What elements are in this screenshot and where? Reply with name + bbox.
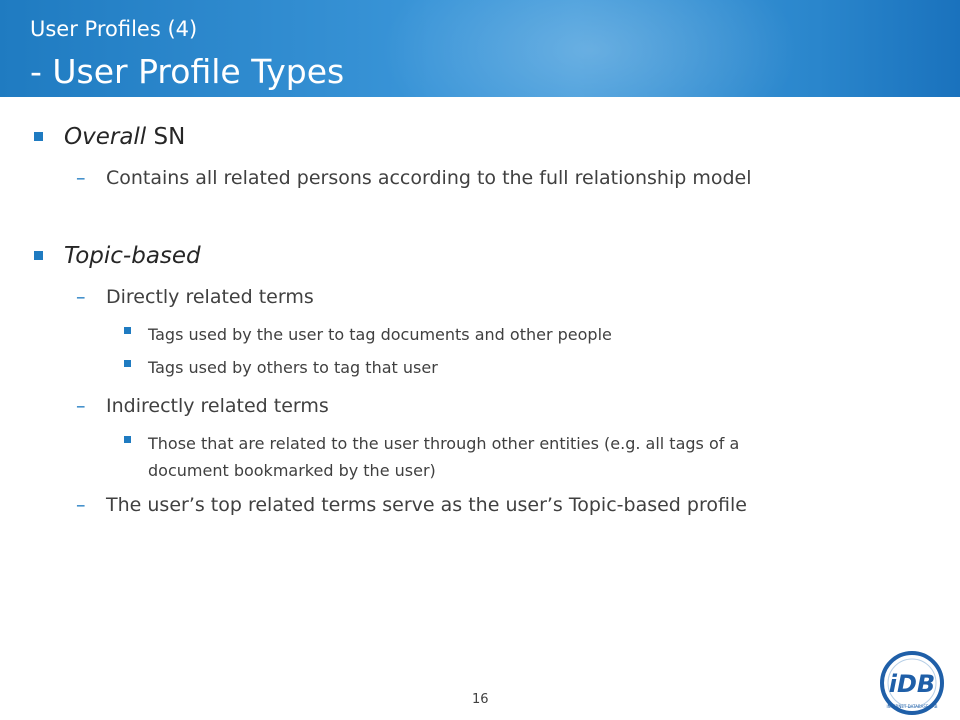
logo-subtext: INTERNET DATABASE LAB	[886, 704, 938, 709]
title-bar	[0, 0, 960, 97]
page-number: 16	[472, 692, 489, 707]
overall-italic: Overall	[64, 124, 147, 150]
square-bullet-icon	[124, 327, 131, 334]
square-bullet-icon	[124, 436, 131, 443]
indirect-a-line2: document bookmarked by the user)	[148, 461, 436, 480]
square-bullet-icon	[34, 132, 43, 141]
sub-sub-bullet-text: Tags used by the user to tag documents and other people	[148, 325, 612, 344]
sub-bullet-text: Directly related terms	[106, 286, 314, 308]
slide-title-line2: - User Profile Types	[30, 52, 345, 91]
idb-logo	[872, 650, 952, 716]
sub-bullet-text: Indirectly related terms	[106, 395, 329, 417]
sub-sub-bullet-text: Tags used by others to tag that user	[148, 358, 438, 377]
square-bullet-icon	[34, 251, 43, 260]
title-bar-glow	[380, 0, 800, 97]
square-bullet-icon	[124, 360, 131, 367]
indirect-a-line1: Those that are related to the user through other entities (e.g. all tags of a	[148, 434, 740, 453]
dash-bullet-icon: –	[76, 286, 86, 308]
bullet-overall-text	[64, 124, 185, 150]
sub-bullet-text: Contains all related persons according to the full relationship model	[106, 167, 752, 189]
sub-sub-bullet-text	[148, 430, 739, 484]
slide-title-line1: User Profiles (4)	[30, 17, 198, 41]
logo-text: iDB	[888, 670, 936, 698]
sub-bullet-text: The user’s top related terms serve as the user’s Topic-based profile	[106, 494, 747, 516]
bullet-topic-text: Topic-based	[64, 243, 201, 269]
dash-bullet-icon: –	[76, 494, 86, 516]
dash-bullet-icon: –	[76, 167, 86, 189]
dash-bullet-icon: –	[76, 395, 86, 417]
overall-sn: SN	[146, 124, 186, 150]
